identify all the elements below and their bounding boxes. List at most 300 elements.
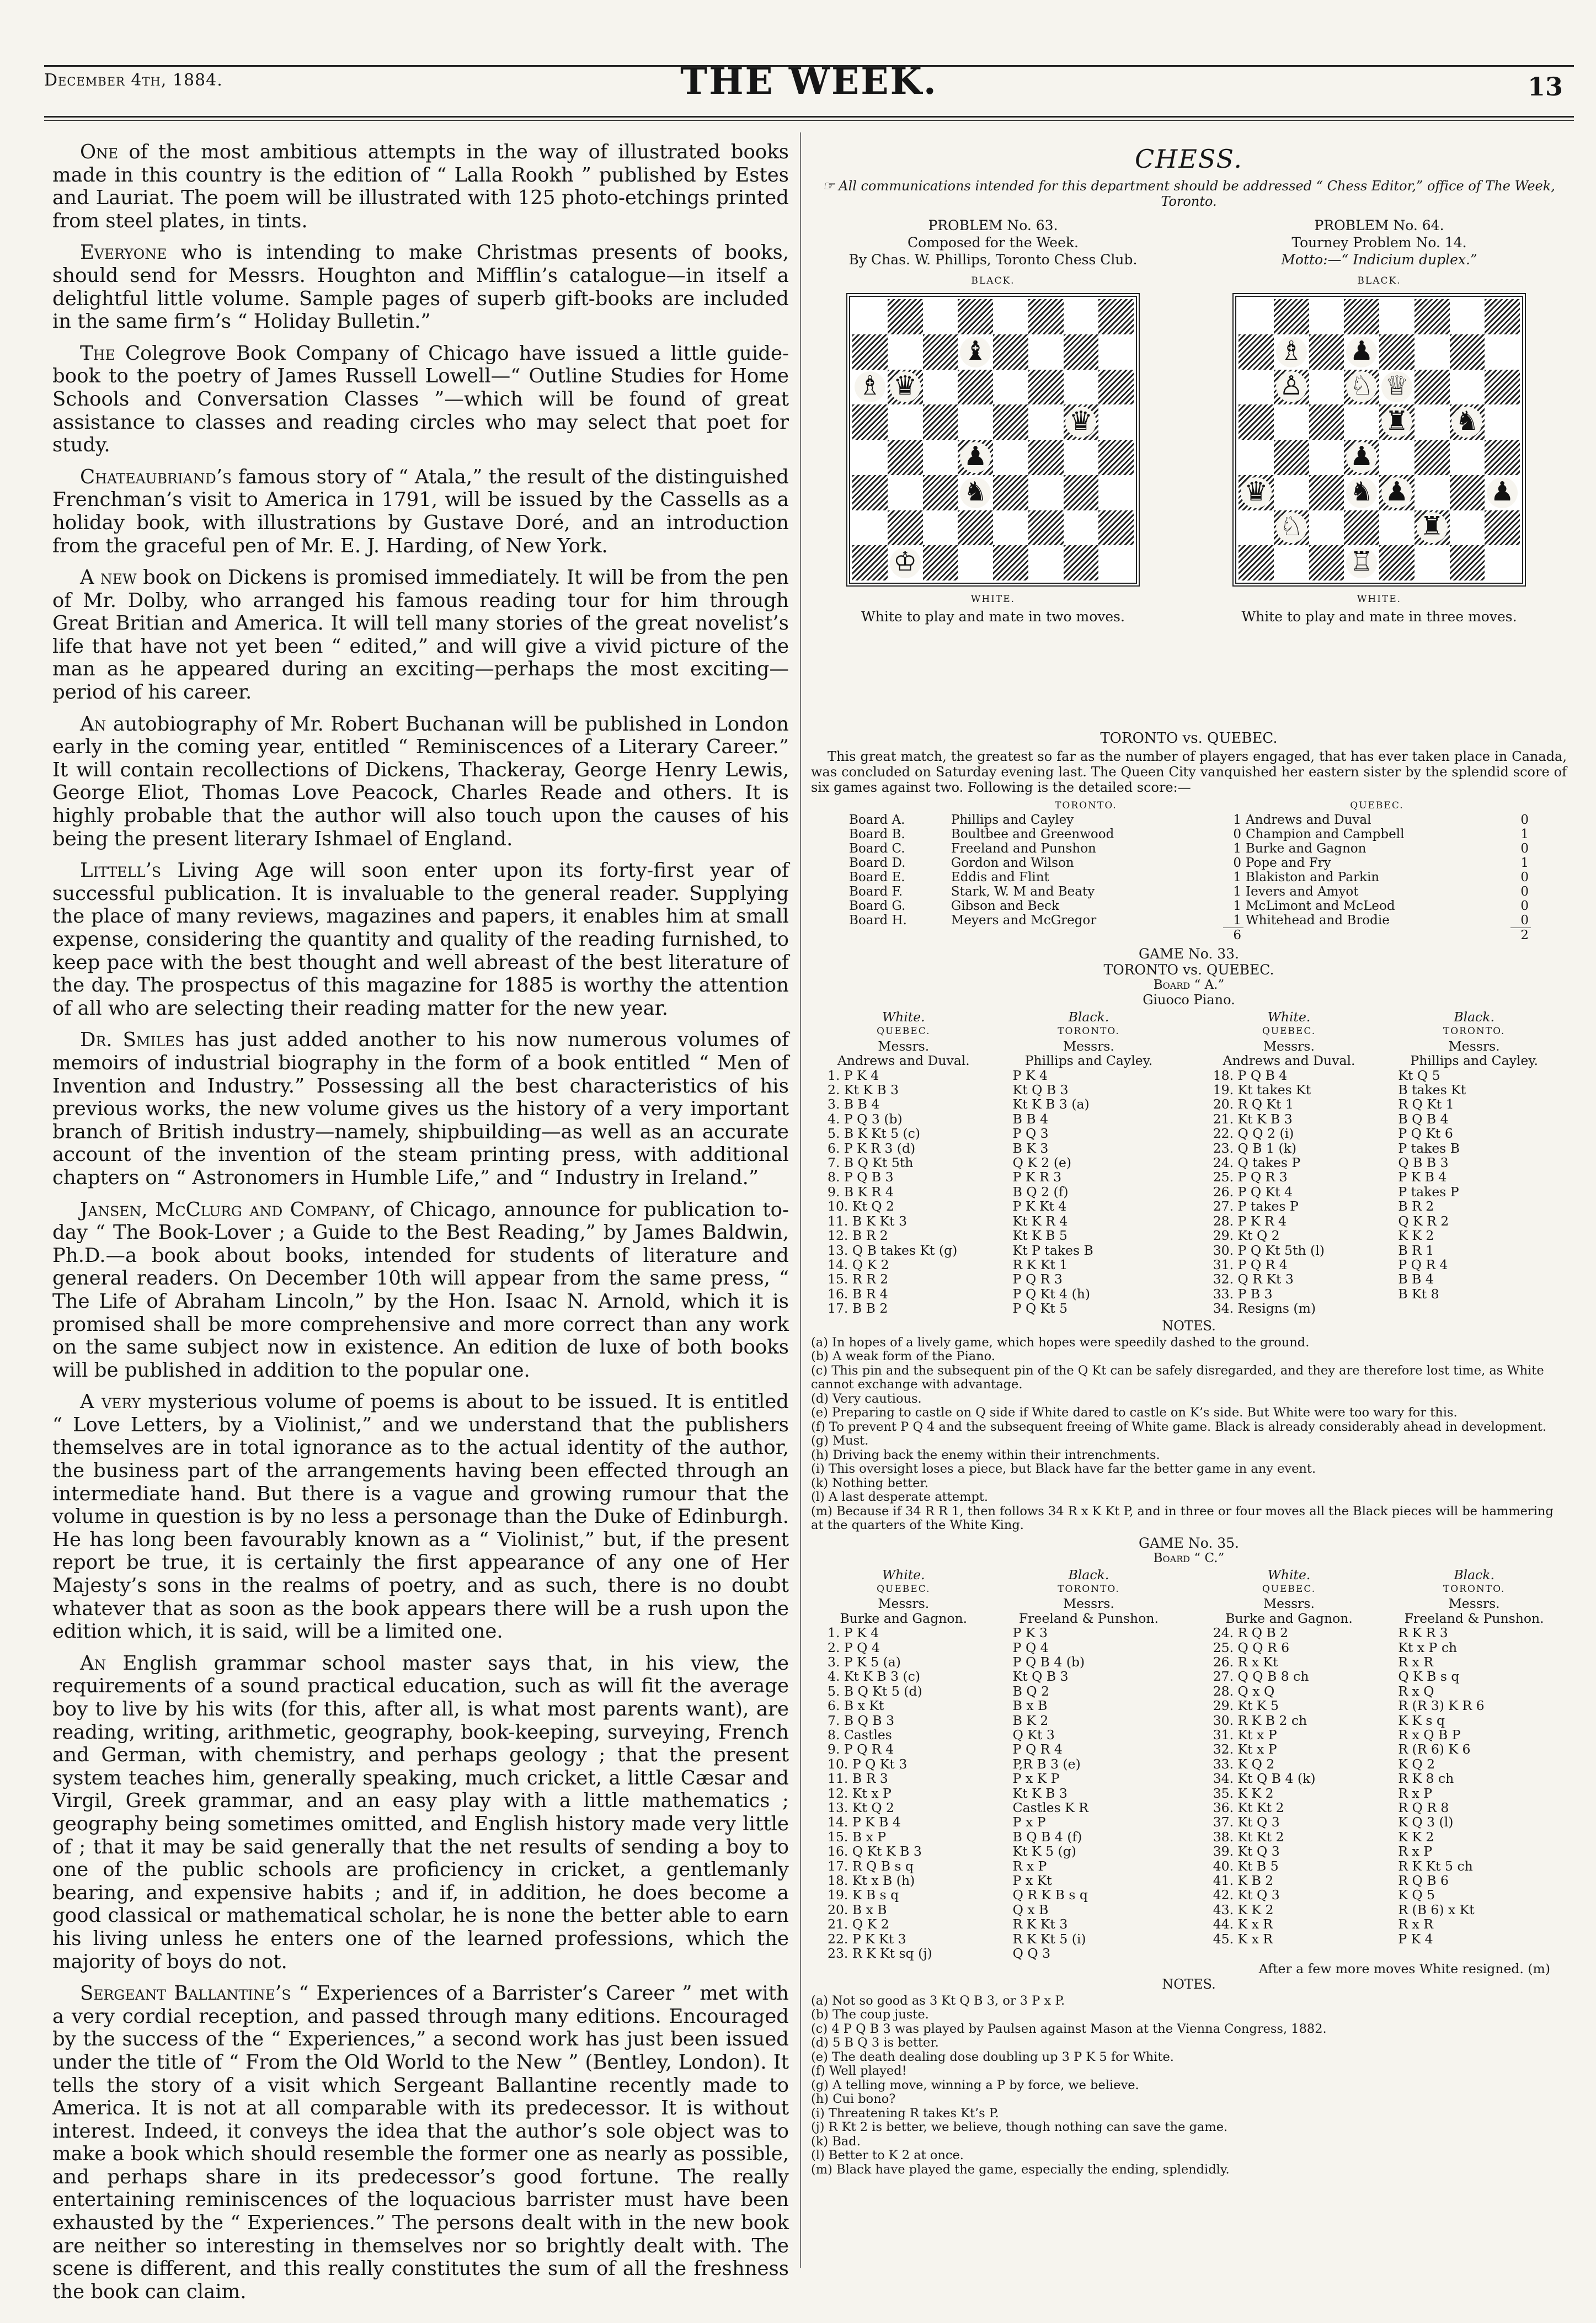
game-note: (i) Threatening R takes Kt’s P.: [811, 2106, 999, 2120]
move: 36. Kt Kt 2: [1213, 1800, 1284, 1816]
note-body: mysterious volume of poems is about to be issued. It is entitled “ Love Letters, by a Violinist,” and we understand that the publishers themselves are in total ignorance as to the actual identity of the author, the business part of the arrangements having been effected through an intermediate hand. But there is a vague and growing rumour that the volume in question is by no less a personage than the Duke of Edinburgh. He has long been favourably known as a “ Violinist,” but, if the present report be true, it is certainly the first appearance of any one of Her Majesty’s sons in the realms of poetry, and as such, there is no doubt whatever that as soon as the book appears there will be a rush upon the edition which, it is said, will be a limited one.: [52, 1390, 789, 1643]
move: 6. P K R 3 (d): [828, 1140, 916, 1156]
note-lead-words: Everyone: [80, 241, 167, 264]
board-label: Board A.: [849, 813, 905, 827]
problem-caption: White to play and mate in three moves.: [1241, 609, 1517, 625]
game-note: (d) Very cautious.: [811, 1391, 922, 1406]
move: P,R B 3 (e): [1012, 1756, 1081, 1772]
note-body: has just added another to his now numerous volumes of memoirs of industrial biography in the form of a book entitled “ Men of Invention and Industry.” Possessing all the best characteristics of his previous works, the new volume gives us the history of a very important branch of British industry—namely, shipbuilding—as well as an accurate account of the invention of the steam printing press, with additional chapters on “ Astronomers in Humble Life,” and “ Industry in Ireland.”: [52, 1029, 789, 1189]
board-square: [1274, 510, 1309, 546]
page-number: 13: [1527, 72, 1563, 102]
game-note: (b) A weak form of the Piano.: [811, 1349, 995, 1364]
move: B B 4: [1012, 1111, 1049, 1127]
literary-note: [52, 859, 789, 1020]
board-square: [993, 370, 1028, 405]
chess-piece-icon: ♘: [1346, 371, 1377, 402]
move: Kt x P ch: [1398, 1639, 1458, 1655]
white-label: WHITE.: [970, 594, 1016, 605]
chess-column: [811, 141, 1567, 2287]
move: 3. B B 4: [828, 1096, 880, 1112]
chess-piece-icon: ♟: [1346, 337, 1377, 367]
move: 34. Resigns (m): [1213, 1301, 1316, 1317]
literary-note: [52, 1390, 789, 1643]
board-square: [1379, 475, 1414, 510]
move: 14. Q K 2: [828, 1256, 889, 1272]
note-body: Living Age will soon enter upon its forty-first year of successful publication. It is invaluable to the general reader. Supplying the place of many reviews, magazines and papers, it enables him at small expense, considering the quantity and quality of the reading furnished, to keep pace with the best thought and well abreast of the best literature of the day. The prospectus of this magazine for 1885 is worthy the attention of all who are selecting their reading matter for the new year.: [52, 859, 789, 1020]
board-square: [923, 404, 958, 440]
quebec-pair: Champion and Campbell: [1246, 827, 1405, 841]
quebec-score: 1: [1520, 856, 1529, 870]
move: P Q B 4 (b): [1012, 1654, 1085, 1670]
move: 9. B K R 4: [828, 1184, 894, 1200]
board-square: [1414, 475, 1450, 510]
quebec-pair: Whitehead and Brodie: [1246, 913, 1390, 928]
problem-caption: White to play and mate in two moves.: [861, 609, 1125, 625]
board-square: [1379, 299, 1414, 334]
board-square: [923, 299, 958, 334]
move: K K 2: [1398, 1228, 1434, 1244]
move: 14. P K B 4: [828, 1814, 901, 1830]
match-report: This great match, the greatest so far as the number of players engaged, that has ever taken place in Canada, was concluded on Saturday evening last. The Queen City vanquished her eastern sister by the splendid score of six games against two. Following is the detailed score:—: [811, 749, 1567, 795]
white-moves: White. QUEBEC. Messrs. Andrews and Duval. 1. P K 4 2. Kt K B 3 3. B B 4 4. P Q 3 (b) 5. B K Kt 5 (c) 6. P K R 3 (d) 7. B Q Kt 5th 8. P Q B 3 9. B K R 4 10. Kt Q 2 11. B K Kt 3 12. B R 2 13. Q B takes Kt (g) 14. Q K 2 15. R R 2 16. B R 4 17. B B 2: [811, 1010, 996, 1316]
chess-piece-icon: ♛: [1241, 477, 1272, 508]
black-moves: Black. TORONTO. Messrs. Phillips and Cayley. Kt Q 5 B takes Kt R Q Kt 1 B Q B 4 P Q Kt 6 P takes B Q B B 3 P K B 4 P takes P B R 2 Q K R 2 K K 2 B R 1 P Q R 4 B B 4 B Kt 8: [1381, 1010, 1567, 1316]
move: 5. B Q Kt 5 (d): [828, 1683, 922, 1699]
note-lead-words: Dr. Smiles: [80, 1029, 185, 1052]
game-33-title: GAME No. 33.: [1139, 946, 1239, 962]
literary-note: [52, 241, 789, 333]
board-square: [1064, 510, 1099, 546]
chess-piece-icon: ♜: [1381, 407, 1412, 438]
white-label: WHITE.: [1357, 594, 1402, 605]
move: Q x B: [1012, 1901, 1049, 1917]
board-square: [993, 334, 1028, 370]
toronto-score: 1: [1233, 841, 1242, 856]
move: R K Kt 1: [1012, 1256, 1068, 1272]
match-score-table: [847, 798, 1531, 942]
move: 19. K B s q: [828, 1887, 899, 1903]
move: B takes Kt: [1398, 1082, 1466, 1098]
board-square: [958, 510, 993, 546]
board-square: [1028, 370, 1064, 405]
game-note: (g) A telling move, winning a P by force, we believe.: [811, 2077, 1139, 2092]
board-square: [852, 440, 888, 475]
game-35-left-half: [811, 1568, 1181, 1961]
move: 24. R Q B 2: [1213, 1625, 1289, 1641]
move: R (R 3) K R 6: [1398, 1698, 1485, 1714]
note-body: of Chicago, announce for publication to-day “ The Book-Lover ; a Guide to the Best Reading,” by James Baldwin, Ph.D.—a book about books, intended for students of literature and general readers. On December 10th will appear from the same press, “ The Life of Abraham Lincoln,” by the Hon. Isaac N. Arnold, which it is promised shall be more comprehensive and more correct than any work on the same subject now in existence. An edition de luxe of both books will be published in addition to the popular one.: [52, 1198, 789, 1382]
issue-date: December 4th, 1884.: [44, 71, 223, 90]
chess-piece-icon: ♟: [1487, 477, 1518, 508]
game-35-moves: [811, 1568, 1567, 1961]
quebec-pair: Pope and Fry: [1246, 856, 1331, 870]
board-square: [1485, 370, 1520, 405]
game-33-moves: [811, 1010, 1567, 1316]
move: K Q 5: [1398, 1887, 1435, 1903]
chess-address: ☞ All communications intended for this department should be addressed “ Chess Editor,” office of The Week, Toronto.: [823, 178, 1555, 209]
quebec-score: 0: [1520, 813, 1529, 827]
move: 31. Kt x P: [1213, 1727, 1277, 1743]
move: R K Kt 5 (i): [1012, 1931, 1086, 1947]
game-note: (c) This pin and the subsequent pin of the Q Kt can be safely disregarded, and they are therefore lost time, as White cannot exchange with advantage.: [811, 1363, 1544, 1392]
board-square: [1309, 545, 1344, 580]
score-row: [847, 885, 1531, 899]
chess-piece-icon: ♞: [960, 477, 991, 508]
move: 19. Kt takes Kt: [1213, 1082, 1311, 1098]
board-square: [888, 334, 923, 370]
move: 17. R Q B s q: [828, 1858, 914, 1874]
move: 38. Kt Kt 2: [1213, 1829, 1284, 1845]
move: R x P: [1398, 1844, 1433, 1860]
move: 24. Q takes P: [1213, 1155, 1301, 1171]
move: 12. B R 2: [828, 1228, 888, 1244]
board-square: [1450, 334, 1485, 370]
board-square: [1028, 475, 1064, 510]
board-square: [1098, 370, 1134, 405]
game-note: (f) To prevent P Q 4 and the subsequent freeing of White game. Black is already considerably ahead in development.: [811, 1419, 1547, 1434]
board-square: [923, 475, 958, 510]
game-note: (h) Cui bono?: [811, 2092, 896, 2106]
board-square: [1309, 299, 1344, 334]
board-square: [1450, 475, 1485, 510]
move: P K 4: [1012, 1067, 1048, 1083]
board-square: [923, 334, 958, 370]
board-square: [888, 299, 923, 334]
board-square: [1274, 404, 1309, 440]
board-square: [1414, 440, 1450, 475]
board-square: [1274, 370, 1309, 405]
move: B R 1: [1398, 1242, 1434, 1258]
board-square: [888, 475, 923, 510]
move: Kt Q 5: [1398, 1067, 1440, 1083]
move: R K 8 ch: [1398, 1771, 1454, 1787]
board-square: [1344, 334, 1379, 370]
move: R x R: [1398, 1916, 1433, 1932]
move: 25. Q Q R 6: [1213, 1639, 1290, 1655]
move: 44. K x R: [1213, 1916, 1273, 1932]
move: 45. K x R: [1213, 1931, 1273, 1947]
toronto-score: 1: [1233, 885, 1242, 899]
move: 28. P K R 4: [1213, 1213, 1287, 1229]
board-square: [1379, 510, 1414, 546]
move: Kt P takes B: [1012, 1242, 1093, 1258]
move: P Q Kt 6: [1398, 1126, 1453, 1142]
move: B x B: [1012, 1698, 1048, 1714]
move: B R 2: [1398, 1198, 1434, 1214]
toronto-pair: Eddis and Flint: [951, 870, 1049, 885]
quebec-score: 0: [1520, 913, 1529, 928]
move: R Q B 6: [1398, 1873, 1449, 1889]
toronto-pair: Gibson and Beck: [951, 899, 1059, 913]
move: R (R 6) K 6: [1398, 1741, 1471, 1757]
board-square: [923, 510, 958, 546]
board-square: [852, 404, 888, 440]
game-33-match: TORONTO vs. QUEBEC.: [1103, 962, 1274, 978]
chess-board-64: [1232, 293, 1526, 587]
move: P x K P: [1012, 1771, 1060, 1787]
score-row: [847, 827, 1531, 841]
move: Kt K B 3: [1012, 1785, 1067, 1801]
move: Kt K 5 (g): [1012, 1844, 1076, 1860]
board-square: [1028, 545, 1064, 580]
toronto-pair: Stark, W. M and Beaty: [951, 885, 1095, 899]
board-square: [923, 440, 958, 475]
board-square: [923, 545, 958, 580]
move: P Q R 3: [1012, 1271, 1063, 1287]
move: Q K R 2: [1398, 1213, 1449, 1229]
board-square: [1239, 370, 1274, 405]
move: 1. P K 4: [828, 1625, 879, 1641]
move: R K Kt 3: [1012, 1916, 1068, 1932]
move: Q R K B s q: [1012, 1887, 1088, 1903]
masthead-rule-thin: [44, 120, 1574, 121]
note-body: English grammar school master says that, in his view, the requirements of a sound practical education, such as will fit the average boy to live by his wits (for this, after all, is what most parents want), are reading, writing, arithmetic, geography, book-keeping, surveying, French and German, with chemistry, and perhaps geology ; that the present system teaches him, generally speaking, much cricket, a little Cæsar and Virgil, Greek grammar, and an easy play with a little mathematics ; geography being sometimes omitted, and English history made very little of ; that it may be said generally that the net results of sending a boy to one of the public schools are proficiency in cricket, a gentlemanly bearing, and expensive habits ; and if, in addition, he does become a good classical or mathematical scholar, he is none the better able to earn his living unless he enters one of the learned professions, which the majority of boys do not.: [52, 1651, 789, 1973]
move: 23. R K Kt sq (j): [828, 1946, 932, 1962]
chess-piece-icon: ♕: [1381, 371, 1412, 402]
toronto-score: 1: [1233, 870, 1242, 885]
game-note: (e) The death dealing dose doubling up 3 P K 5 for White.: [811, 2049, 1174, 2064]
move: 22. P K Kt 3: [828, 1931, 906, 1947]
game-note: (h) Driving back the enemy within their intrenchments.: [811, 1447, 1160, 1462]
board-square: [1064, 370, 1099, 405]
board-square: [1064, 299, 1099, 334]
toronto-pair: Meyers and McGregor: [951, 913, 1097, 928]
quebec-pair: Ievers and Amyot: [1246, 885, 1359, 899]
chess-piece-icon: ♖: [1346, 547, 1377, 578]
board-square: [1344, 440, 1379, 475]
move: R (B 6) x Kt: [1398, 1901, 1475, 1917]
move: K Q 3 (l): [1398, 1814, 1454, 1830]
move: R Q R 8: [1398, 1800, 1449, 1816]
board-square: [1344, 370, 1379, 405]
masthead: [44, 60, 1574, 116]
white-moves: White. QUEBEC. Messrs. Andrews and Duval. 18. P Q B 4 19. Kt takes Kt 20. R Q Kt 1 21. Kt K B 3 22. Q Q 2 (i) 23. Q B 1 (k) 24. Q takes P 25. P Q R 3 26. P Q Kt 4 27. P takes P 28. P K R 4 29. Kt Q 2 30. P Q Kt 5th (l) 31. P Q R 4 32. Q R Kt 3 33. P B 3 34. Resigns (m): [1197, 1010, 1382, 1316]
board-square: [1028, 440, 1064, 475]
score-row: [847, 813, 1531, 827]
board-square: [1274, 334, 1309, 370]
move: Kt Q B 3: [1012, 1082, 1069, 1098]
move: Kt K B 3 (a): [1012, 1096, 1090, 1112]
board-square: [1450, 440, 1485, 475]
board-square: [852, 475, 888, 510]
game-note: (k) Nothing better.: [811, 1475, 928, 1490]
move: 11. B R 3: [828, 1771, 888, 1787]
note-body: autobiography of Mr. Robert Buchanan will be published in London early in the coming year, entitled “ Reminiscences of a Literary Career.” It will contain recollections of Dickens, Thackeray, George Henry Lewis, George Eliot, Thomas Love Peacock, Charles Reade and others. It is highly probable that the author will also touch upon the causes of his being the present literary Ishmael of England.: [52, 712, 789, 850]
score-row: [847, 870, 1531, 885]
board-square: [993, 299, 1028, 334]
board-square: [1098, 510, 1134, 546]
board-square: [1414, 370, 1450, 405]
move: 16. B R 4: [828, 1286, 888, 1302]
note-body: Colegrove Book Company of Chicago have issued a little guide-book to the poetry of James Russell Lowell—“ Outline Studies for Home Schools and Conversation Classes ”—which will be found of great assistance to classes and reading circles who may select that poet for study.: [52, 342, 789, 457]
board-square: [1344, 475, 1379, 510]
move: B K 2: [1012, 1712, 1049, 1728]
toronto-pair: Freeland and Punshon: [951, 841, 1096, 856]
column-separator: [800, 132, 801, 2268]
quebec-score: 0: [1520, 870, 1529, 885]
board-square: [958, 404, 993, 440]
board-square: [1239, 299, 1274, 334]
board-square: [852, 545, 888, 580]
board-square: [1239, 334, 1274, 370]
game-33-left-half: [811, 1010, 1181, 1316]
move: 25. P Q R 3: [1213, 1169, 1288, 1185]
black-moves: Black. TORONTO. Messrs. Freeland & Punshon. P K 3 P Q 4 P Q B 4 (b) Kt Q B 3 B Q 2 B x B B K 2 Q Kt 3 P Q R 4 P,R B 3 (e) P x K P Kt K B 3 Castles K R P x P B Q B 4 (f) Kt K 5 (g) R x P P x Kt Q R K B s q Q x B R K Kt 3 R K Kt 5 (i) Q Q 3: [996, 1568, 1182, 1961]
move: 2. Kt K B 3: [828, 1082, 899, 1098]
chess-piece-icon: ♛: [890, 371, 921, 402]
chess-piece-icon: ♛: [1065, 407, 1096, 438]
board-square: [1309, 510, 1344, 546]
note-lead-words: A new: [80, 566, 137, 589]
move: 20. B x B: [828, 1901, 887, 1917]
move: 15. R R 2: [828, 1271, 889, 1287]
game-35-board: Board “ C.”: [1153, 1551, 1225, 1565]
board-square: [958, 370, 993, 405]
board-square: [1414, 299, 1450, 334]
note-lead-words: The: [80, 342, 115, 365]
board-square: [1239, 404, 1274, 440]
board-square: [1450, 404, 1485, 440]
game-33-notes-title: NOTES.: [1162, 1318, 1216, 1334]
board-square: [1379, 334, 1414, 370]
board-square: [1028, 334, 1064, 370]
move: 26. P Q Kt 4: [1213, 1184, 1293, 1200]
game-35-title: GAME No. 35.: [1139, 1535, 1239, 1551]
move: B K 3: [1012, 1140, 1049, 1156]
toronto-pair: Phillips and Cayley: [951, 813, 1074, 827]
move: R x P: [1398, 1785, 1433, 1801]
chess-piece-icon: ♝: [960, 337, 991, 367]
board-square: [1414, 404, 1450, 440]
board-label: Board E.: [849, 870, 905, 885]
move: P takes B: [1398, 1140, 1460, 1156]
move: R Q Kt 1: [1398, 1096, 1454, 1112]
move: 40. Kt B 5: [1213, 1858, 1279, 1874]
move: [1398, 1301, 1567, 1315]
board-square: [1485, 545, 1520, 580]
match-title: TORONTO vs. QUEBEC.: [1100, 730, 1278, 747]
move: P K B 4: [1398, 1169, 1447, 1185]
game-note: (a) Not so good as 3 Kt Q B 3, or 3 P x P.: [811, 1993, 1065, 2008]
masthead-rule: [44, 116, 1574, 118]
board-square: [1239, 545, 1274, 580]
game-33-opening: Giuoco Piano.: [1143, 992, 1235, 1008]
move: B Q B 4 (f): [1012, 1829, 1082, 1845]
move: P x P: [1012, 1814, 1046, 1830]
note-lead-words: An: [80, 1651, 106, 1675]
move: 6. B x Kt: [828, 1698, 884, 1714]
board-square: [1344, 404, 1379, 440]
game-35-ending: After a few more moves White resigned. (m): [1258, 1960, 1550, 1976]
move: P Q 3: [1012, 1126, 1049, 1142]
chess-piece-icon: ♘: [1276, 512, 1307, 543]
board-label: Board F.: [849, 885, 903, 899]
move: 20. R Q Kt 1: [1213, 1096, 1294, 1112]
board-square: [1309, 404, 1344, 440]
chess-piece-icon: ♟: [1346, 442, 1377, 473]
literary-note: [52, 141, 789, 232]
board-square: [888, 440, 923, 475]
chess-heading: CHESS.: [1134, 144, 1243, 174]
move: 8. P Q B 3: [828, 1169, 894, 1185]
game-note: (j) R Kt 2 is better, we believe, though nothing can save the game.: [811, 2120, 1228, 2134]
game-35-notes: [811, 1994, 1567, 2177]
board-square: [993, 545, 1028, 580]
game-note: (m) Black have played the game, especially the ending, splendidly.: [811, 2162, 1230, 2177]
toronto-pair: Boultbee and Greenwood: [951, 827, 1114, 841]
move: 13. Kt Q 2: [828, 1800, 894, 1816]
board-square: [852, 334, 888, 370]
move: 4. Kt K B 3 (c): [828, 1669, 921, 1685]
quebec-score: 0: [1520, 841, 1529, 856]
chess-piece-icon: ♗: [1276, 337, 1307, 367]
move: P Q Kt 5: [1012, 1301, 1068, 1317]
move: 29. Kt K 5: [1213, 1698, 1279, 1714]
game-note: (g) Must.: [811, 1434, 869, 1448]
move: B B 4: [1398, 1271, 1434, 1287]
board-square: [1028, 510, 1064, 546]
board-square: [1098, 440, 1134, 475]
move: 21. Q K 2: [828, 1916, 889, 1932]
board-square: [923, 370, 958, 405]
literary-note: [52, 1029, 789, 1189]
board-square: [1450, 545, 1485, 580]
literary-note: [52, 566, 789, 704]
move: 7. B Q B 3: [828, 1712, 895, 1728]
board-square: [1098, 299, 1134, 334]
literary-note: [52, 713, 789, 851]
move: 4. P Q 3 (b): [828, 1111, 903, 1127]
publication-title: THE WEEK.: [680, 60, 938, 103]
move: 9. P Q R 4: [828, 1741, 894, 1757]
literary-note: [52, 1982, 789, 2303]
board-square: [1274, 440, 1309, 475]
move: 5. B K Kt 5 (c): [828, 1126, 921, 1142]
move: Q Kt 3: [1012, 1727, 1055, 1743]
quebec-total: 2: [1510, 928, 1531, 943]
board-square: [993, 475, 1028, 510]
board-square: [852, 510, 888, 546]
move: 29. Kt Q 2: [1213, 1228, 1280, 1244]
problem-64: [1197, 217, 1561, 625]
chess-piece-icon: ♟: [1381, 477, 1412, 508]
game-note: (l) Better to K 2 at once.: [811, 2148, 964, 2162]
move: 21. Kt K B 3: [1213, 1111, 1293, 1127]
problem-subtitle: Tourney Problem No. 14.: [1291, 235, 1467, 251]
black-label: BLACK.: [971, 275, 1015, 286]
board-label: Board C.: [849, 841, 905, 856]
note-lead-words: Jansen, McClurg and Company,: [80, 1198, 376, 1221]
board-square: [1239, 510, 1274, 546]
move: P K 4: [1398, 1931, 1433, 1947]
move: 33. K Q 2: [1213, 1756, 1275, 1772]
move: P Q Kt 4 (h): [1012, 1286, 1091, 1302]
board-square: [958, 545, 993, 580]
board-square: [1485, 440, 1520, 475]
move: P Q 4: [1012, 1639, 1049, 1655]
board-square: [1450, 370, 1485, 405]
chess-piece-icon: ♜: [1417, 512, 1448, 543]
move: 2. P Q 4: [828, 1639, 880, 1655]
game-note: (i) This oversight loses a piece, but Black have far the better game in any event.: [811, 1462, 1316, 1477]
board-square: [888, 370, 923, 405]
problem-title: PROBLEM No. 63.: [928, 217, 1058, 233]
quebec-score: 0: [1520, 899, 1529, 913]
toronto-score: 1: [1233, 913, 1242, 928]
move: 42. Kt Q 3: [1213, 1887, 1280, 1903]
board-square: [1344, 510, 1379, 546]
note-body: “ Experiences of a Barrister’s Career ” met with a very cordial reception, and passed through many editions. Encouraged by the success of the “ Experiences,” a second work has just been issued under the title of “ From the Old World to the New ” (Bentley, London). It tells the story of a visit which Sergeant Ballantine recently made to America. It is not at all comparable with its predecessor. It is without interest. Indeed, it conveys the idea that the author’s sole object was to make a book which should resemble the former one as nearly as possible, and perhaps share in its predecessor’s good fortune. The really entertaining reminiscences of the loquacious barrister must have been exhausted by the “ Experiences.” The persons dealt with in the new book are neither so interesting in themselves nor so brightly dealt with. The scene is different, and this really constitutes the sum of all the freshness the book can claim.: [52, 1982, 789, 2303]
